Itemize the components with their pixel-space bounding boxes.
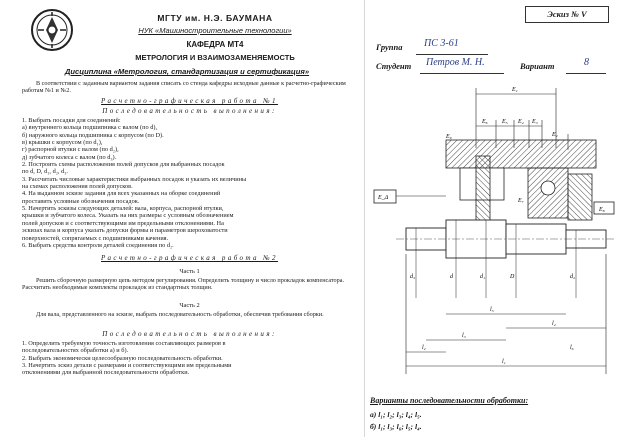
shaft-step-4: [566, 230, 606, 248]
work2-part1-heading: Часть 1: [179, 268, 200, 275]
dim-l1: l₁: [502, 359, 506, 365]
list-item: крышки и зубчатого колеса. Указать на них размеры с условным обозначением: [22, 212, 234, 220]
dim-l5: l₅: [490, 307, 494, 313]
dim-l2: l₂: [422, 345, 426, 351]
cover-section: [568, 174, 592, 220]
variant-a: а) l₁; l₂; l₃; l₄; l₅.: [370, 410, 422, 419]
student-label: Студент: [376, 61, 412, 71]
variants-title: Варианты последовательности обработки:: [370, 396, 529, 405]
dim-l6: l₆: [570, 345, 574, 351]
bearing-ball: [541, 181, 555, 195]
variant-underline: [566, 73, 606, 74]
dim-d: d: [450, 274, 453, 280]
dim-E1: E₁: [512, 87, 518, 93]
dim-d2: d₂: [570, 274, 576, 280]
dim-E8: E₈: [599, 207, 605, 213]
list-item: г) распорной втулки с валом (по d₂),: [22, 146, 119, 154]
sketch-number-box: Эскиз № V: [525, 6, 609, 23]
work2-part2-heading: Часть 2: [179, 302, 200, 309]
student-value: Петров М. Н.: [426, 57, 485, 68]
variant-label: Вариант: [520, 61, 555, 71]
work1-title: Расчетно-графическая работа №1: [101, 97, 278, 105]
group-label: Группа: [376, 42, 403, 52]
list-item: 6. Выбрать средства контроля деталей соединения по d₂.: [22, 241, 174, 249]
list-item: 3. Рассчитать числовые характеристики выбранных посадок и указать их величины: [22, 175, 247, 183]
list-item: по d, D, d₁, d₂, d₃.: [22, 168, 68, 176]
work2-subtitle: Последовательность выполнения:: [102, 330, 277, 338]
work2-part2-text: Для вала, представленного на эскизе, выбрать последовательность обработки, обеспечив требования сборки.: [36, 311, 324, 318]
work1-steps-list: [22, 117, 357, 249]
variant-value: 8: [584, 57, 589, 68]
student-underline: [420, 73, 504, 74]
list-item: проставить условные обозначения посадок.: [22, 197, 140, 205]
page-fold-line: [364, 0, 365, 437]
list-item: 1. Определить требуемую точность изготовления составляющих размеров в: [22, 340, 226, 347]
dim-D: D: [510, 274, 515, 280]
department-name: КАФЕДРА МТ4: [186, 40, 244, 49]
list-item: 1. Выбрать посадки для соединений:: [22, 117, 121, 124]
list-item: полей допусков и с соответствующими им предельными отклонениями. На: [22, 219, 224, 227]
dim-E5: E₅: [502, 119, 508, 125]
work2-steps-list: [22, 340, 357, 377]
dim-Edelta: E_Δ: [378, 195, 389, 201]
work2-title: Расчетно-графическая работа №2: [101, 254, 278, 262]
dim-d3: d₃: [410, 274, 416, 280]
work1-subtitle: Последовательность выполнения:: [102, 107, 277, 115]
dim-l3: l₃: [462, 333, 466, 339]
university-name: МГТУ им. Н.Э. БАУМАНА: [157, 13, 273, 23]
discipline-title: Дисциплина «Метрология, стандартизация и сертификация»: [64, 67, 310, 76]
list-item: 2. Выбрать экономически целесообразную последовательность обработки.: [22, 354, 223, 362]
dim-l4: l₄: [552, 321, 556, 327]
list-item: отклонениями для выбранной последовательности обработки.: [22, 369, 190, 377]
variant-b: б) l₁; l₃; l₆; l₅; l₄.: [370, 422, 422, 431]
group-value: ПС 3-61: [424, 38, 459, 49]
dim-d1: d₁: [480, 274, 486, 280]
list-item: б) наружного кольца подшипника с корпусом (по D).: [22, 131, 164, 139]
assembly-drawing: [366, 78, 618, 374]
subdepartment-name: МЕТРОЛОГИЯ И ВЗАИМОЗАМЕНЯЕМОСТЬ: [135, 53, 295, 62]
list-item: 5. Начертить эскизы следующих деталей: вала, корпуса, распорной втулки,: [22, 205, 224, 213]
list-item: а) внутреннего кольца подшипника с валом (по d),: [22, 124, 158, 132]
list-item: 3. Начертить эскиз детали с размерами и соответствующими им предельными: [22, 362, 232, 370]
dim-E6: E₆: [482, 119, 488, 125]
university-emblem-icon: [30, 8, 74, 52]
list-item: в) крышки с корпусом (по d₁),: [22, 139, 103, 147]
housing-section: [446, 140, 596, 168]
list-item: 2. Построить схемы расположения полей допусков для выбранных посадок: [22, 161, 225, 169]
work2-part1-text: Решить сборочную размерную цепь методом регулирования. Определить толщину и число прокладок компенсатора. Рассчитать необходимые комплекты прокладок из стандартных толщин.: [22, 277, 345, 292]
spacer-sleeve: [476, 156, 490, 226]
group-underline: [416, 54, 488, 55]
dim-E7: E₇: [518, 198, 524, 204]
list-item: 4. На выданном эскизе задания для всех указанных на оборке соединений: [22, 190, 221, 198]
intro-paragraph: В соответствии с заданным вариантом задания списать со стенда кафедры исходные данные к расчетно-графическим работам №1 и №2.: [22, 80, 346, 95]
list-item: поверхностей, сопрягаемых с подшипниками качения.: [22, 234, 169, 242]
dim-E4: E₄: [518, 119, 524, 125]
list-item: последовательностях обработки а) и б).: [22, 347, 129, 355]
dim-E2: E₂: [552, 132, 558, 138]
list-item: эскизах вала и корпуса указать допуски формы и параметров шероховатости: [22, 227, 228, 235]
list-item: д) зубчатого колеса с валом (по d₃).: [22, 153, 117, 161]
dim-E9: E₉: [446, 134, 452, 140]
dim-E3: E₃: [532, 119, 538, 125]
nuk-name: НУК «Машиностроительные технологии»: [138, 26, 292, 35]
list-item: на схемах расположения полей допусков.: [22, 183, 133, 191]
